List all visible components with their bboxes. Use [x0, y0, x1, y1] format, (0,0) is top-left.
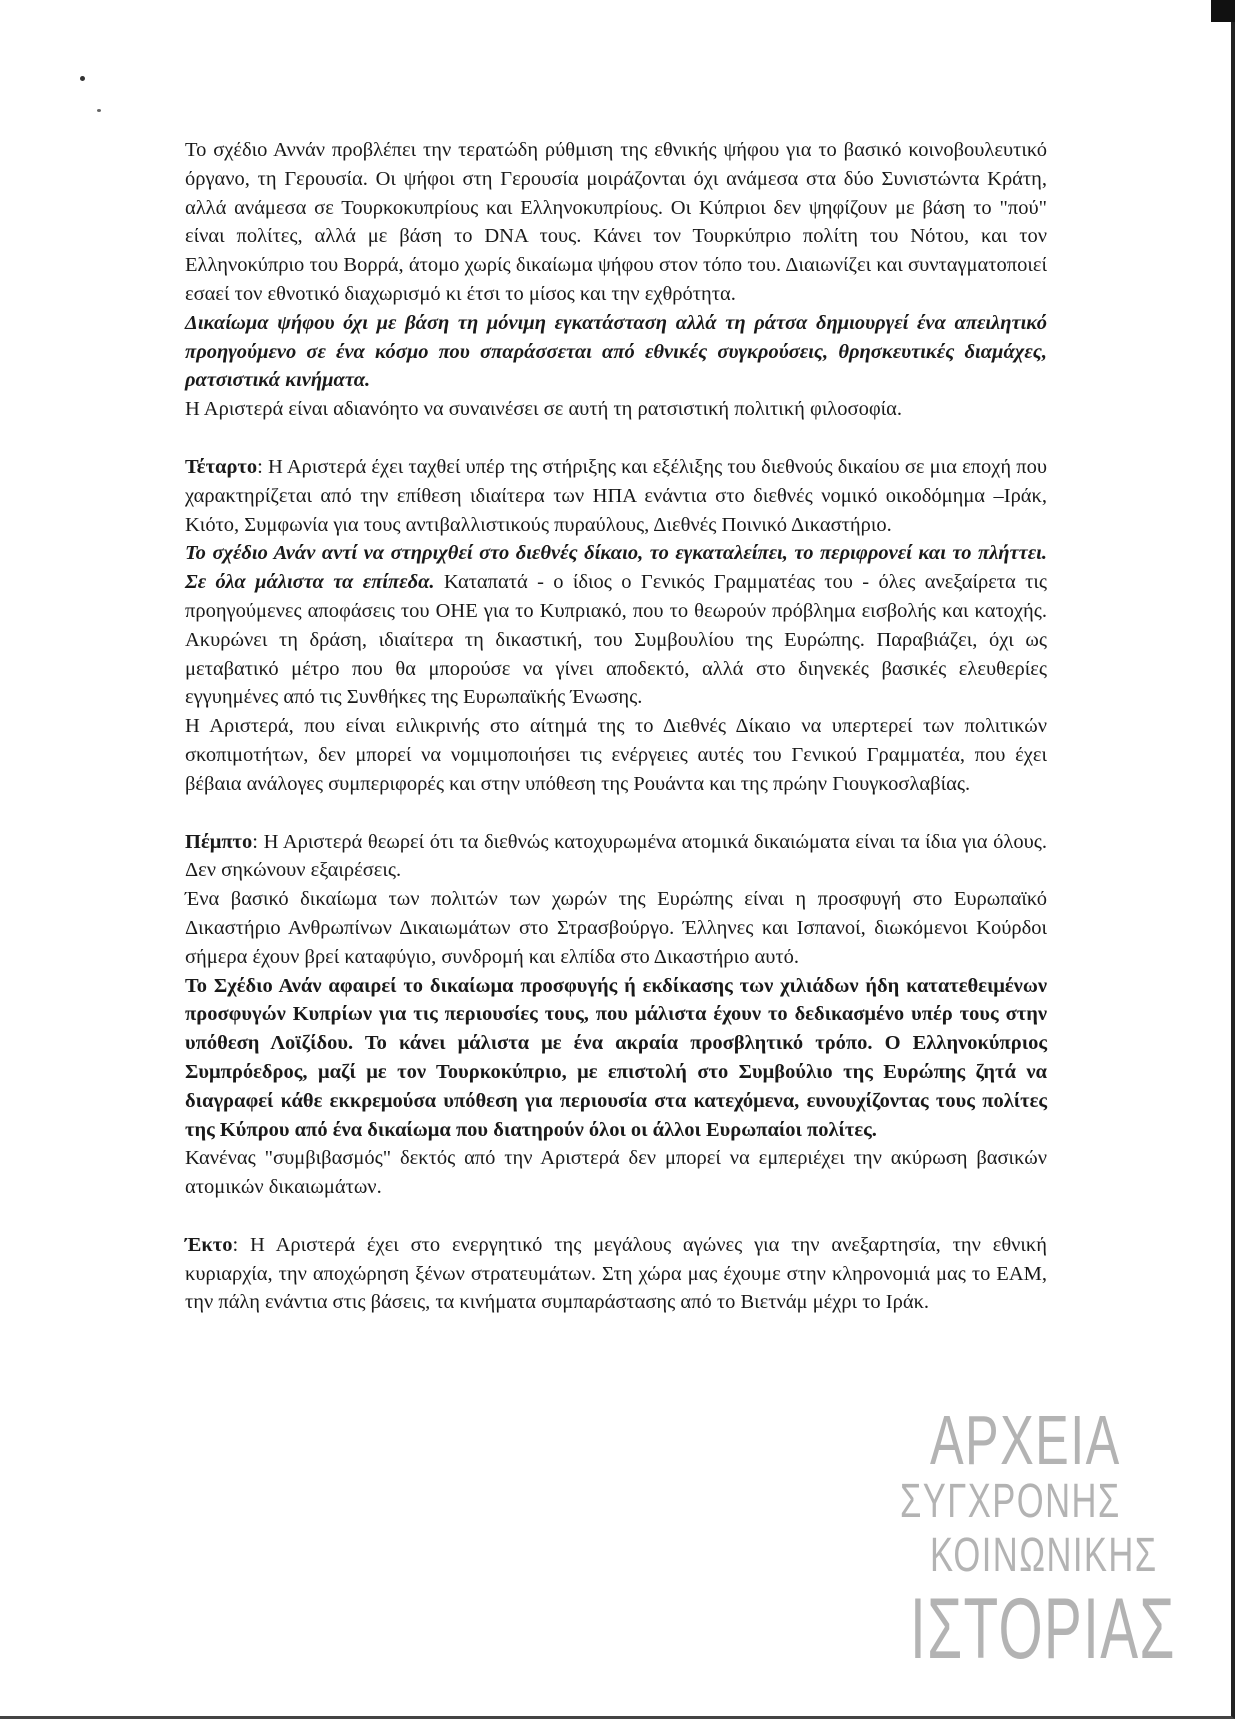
text-run: Καταπατά - ο ίδιος ο Γενικός Γραμματέας του - όλες ανεξαίρετα τις προηγούμενες αποφάσεις του ΟΗΕ για το Κυπριακό, που το θεωρούν πρόβλημα εισβολής και κατοχής. Ακυρώνει τη δράση, ιδιαίτερα τη δικαστική, του Συμβουλίου της Ευρώπης. Παραβιάζει, όχι ως μεταβατικό μέτρο που θα μπορούσε να γίνει αποδεκτό, αλλά στο διηνεκές βασικές ελευθερίες εγγυημένες από τις Συνθήκες της Ευρωπαϊκής Ένωσης.: [185, 571, 1048, 709]
emphasis-run: Πέμπτο: [185, 830, 253, 853]
scan-speck: [80, 76, 85, 81]
corner-scan-mark: [1211, 0, 1235, 22]
text-run: Η Αριστερά είναι αδιανόητο να συναινέσει σε αυτή τη ρατσιστική πολιτική φιλοσοφία.: [185, 398, 903, 421]
paragraph-gap: [185, 1202, 1047, 1231]
paragraph: [185, 885, 1047, 971]
watermark-line: ΚΟΙΝΩΝΙΚΗΣ: [930, 1529, 1158, 1582]
emphasis-run: Τέταρτο: [185, 455, 258, 478]
paragraph: [185, 712, 1047, 798]
text-run: Ένα βασικό δικαίωμα των πολιτών των χωρών της Ευρώπης είναι η προσφυγή στο Ευρωπαϊκό Δικαστήριο Ανθρωπίνων Δικαιωμάτων στο Στρασβούργο. Έλληνες και Ισπανοί, διωκόμενοι Κούρδοι σήμερα έχουν βρεί καταφύγιο, συνδρομή και ελπίδα στο Δικαστήριο αυτό.: [185, 888, 1047, 968]
paragraph: [185, 395, 1047, 424]
paragraph: [185, 1144, 1047, 1202]
paragraph: [185, 828, 1047, 886]
emphasis-run: Το σχέδιο Ανάν αντί να στηριχθεί στο διεθνές δίκαιο, το εγκαταλείπει, το περιφρονεί και το πλήττει. Σε όλα μάλιστα τα επίπεδα.: [185, 542, 1047, 594]
watermark-line: ΙΣΤΟΡΙΑΣ: [910, 1581, 1176, 1677]
text-run: Το σχέδιο Αννάν προβλέπει την τερατώδη ρύθμιση της εθνικής ψήφου για το βασικό κοινοβουλευτικό όργανο, τη Γερουσία. Οι ψήφοι στη Γερουσία μοιράζονται όχι ανάμεσα στα δύο Συνιστώντα Κράτη, αλλά ανάμεσα σε Τουρκοκυπρίους και Ελληνοκυπρίους. Οι Κύπριοι δεν ψηφίζουν με βάση το "πού" είναι πολίτες, αλλά με βάση το DNA τους. Κάνει τον Τουρκύπριο πολίτη του Νότου, και τον Ελληνοκύπριο του Βορρά, άτομο χωρίς δικαίωμα ψήφου στον τόπο του. Διαιωνίζει και συνταγματοποιεί εσαεί τον εθνοτικό διαχωρισμό κι έτσι το μίσος και την εχθρότητα.: [185, 139, 1047, 305]
watermark-line: ΑΡΧΕΙΑ: [930, 1401, 1121, 1479]
paragraph: [185, 539, 1047, 712]
paragraph-gap: [185, 424, 1047, 453]
text-run: : Η Αριστερά έχει ταχθεί υπέρ της στήριξης και εξέλιξης του διεθνούς δικαίου σε μια εποχή που χαρακτηρίζεται από την επίθεση ιδιαίτερα των ΗΠΑ ενάντια στο διεθνές νομικό οικοδόμημα –Ιράκ, Κιότο, Συμφωνία για τους αντιβαλλιστικούς πυραύλους, Διεθνές Ποινικό Δικαστήριο.: [185, 455, 1047, 536]
paragraph: [185, 972, 1047, 1145]
text-run: : Η Αριστερά θεωρεί ότι τα διεθνώς κατοχυρωμένα ατομικά δικαιώματα είναι τα ίδια για όλους. Δεν σηκώνουν εξαιρέσεις.: [185, 830, 1047, 882]
paragraph: [185, 136, 1047, 309]
paragraph: [185, 453, 1047, 539]
scan-speck: [97, 109, 101, 112]
text-run: Κανένας "συμβιβασμός" δεκτός από την Αριστερά δεν μπορεί να εμπεριέχει την ακύρωση βασικών ατομικών δικαιωμάτων.: [185, 1147, 1047, 1199]
text-run: : Η Αριστερά έχει στο ενεργητικό της μεγάλους αγώνες για την ανεξαρτησία, την εθνική κυριαρχία, την αποχώρηση ξένων στρατευμάτων. Στη χώρα μας έχουμε στην κληρονομιά μας το ΕΑΜ, την πάλη ενάντια στις βάσεις, τα κινήματα συμπαράστασης από το Βιετνάμ μέχρι το Ιράκ.: [185, 1233, 1047, 1314]
watermark-line: ΣΥΓΧΡΟΝΗΣ: [900, 1475, 1121, 1528]
paragraph: [185, 1231, 1047, 1317]
emphasis-run: Το Σχέδιο Ανάν αφαιρεί το δικαίωμα προσφυγής ή εκδίκασης των χιλιάδων ήδη κατατεθειμένων προσφυγών Κυπρίων για τις περιουσίες τους, που μάλιστα έχουν το δεδικασμένο υπέρ τους στην υπόθεση Λοϊζίδου. Το κάνει μάλιστα με ένα ακραία προσβλητικό τρόπο. Ο Ελληνοκύπριος Συμπρόεδρος, μαζί με τον Τουρκοκύπριο, με επιστολή στο Συμβούλιο της Ευρώπης ζητά να διαγραφεί κάθε εκκρεμούσα υπόθεση για περιουσία στα κατεχόμενα, ευνουχίζοντας τους πολίτες της Κύπρου από ένα δικαίωμα που διατηρούν όλοι οι άλλοι Ευρωπαίοι πολίτες.: [185, 974, 1047, 1141]
emphasis-run: Έκτο: [185, 1233, 233, 1256]
document-body: [185, 136, 1047, 1317]
text-run: Η Αριστερά, που είναι ειλικρινής στο αίτημά της το Διεθνές Δίκαιο να υπερτερεί των πολιτικών σκοπιμοτήτων, δεν μπορεί να νομιμοποιήσει τις ενέργειες αυτές του Γενικού Γραμματέα, που έχει βέβαια ανάλογες συμπεριφορές και στην υπόθεση της Ρουάντα και της πρώην Γιουγκοσλαβίας.: [185, 715, 1047, 795]
paragraph-gap: [185, 799, 1047, 828]
emphasis-run: Δικαίωμα ψήφου όχι με βάση τη μόνιμη εγκατάσταση αλλά τη ράτσα δημιουργεί ένα απειλητικό προηγούμενο σε ένα κόσμο που σπαράσσεται από εθνικές συγκρούσεις, θρησκευτικές διαμάχες, ρατσιστικά κινήματα.: [185, 311, 1047, 392]
paragraph: [185, 309, 1047, 395]
